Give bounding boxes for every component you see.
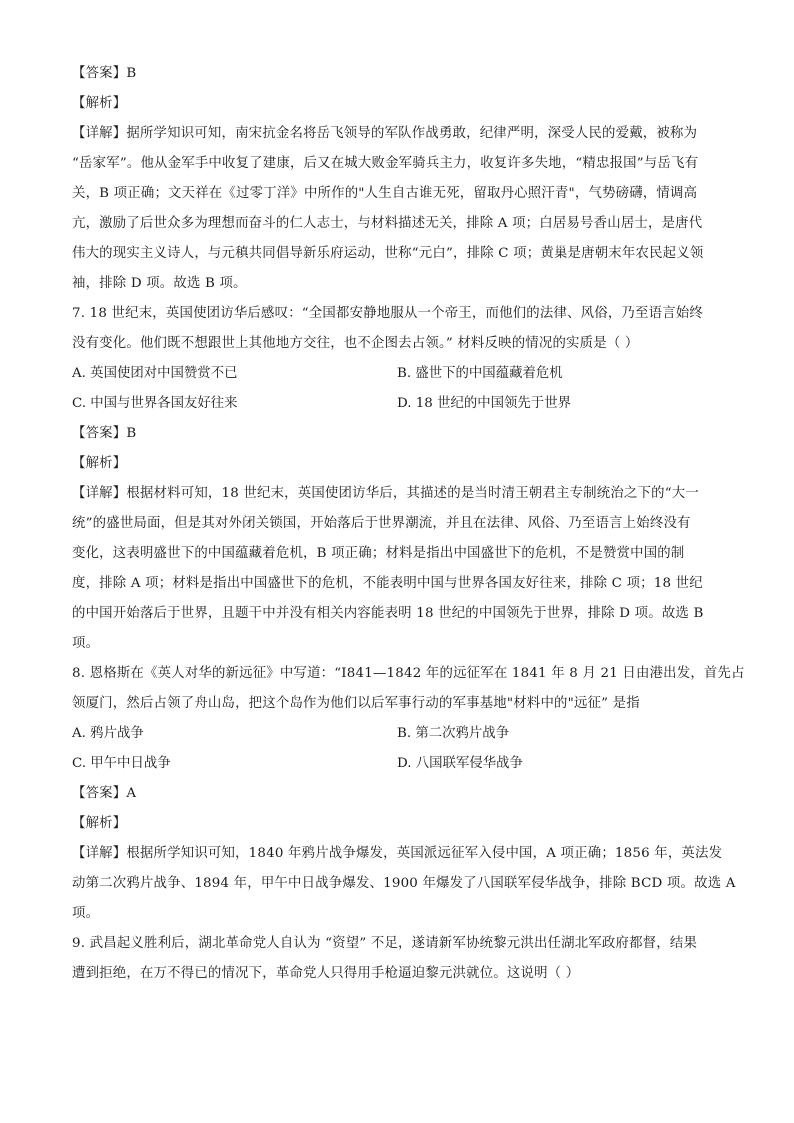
option-d: D. 八国联军侵华战争 [397, 756, 523, 771]
detail-line: 【详解】根据材料可知，18 世纪末，英国使团访华后，其描述的是当时清王朝君主专制统治之下的“大一 [72, 486, 699, 501]
detail-line: 伟大的现实主义诗人，与元稹共同倡导新乐府运动，世称“元白”，排除 C 项；黄巢是唐朝末年农民起义领 [72, 246, 704, 261]
option-b: B. 第二次鸦片战争 [397, 726, 510, 741]
options-row [72, 362, 722, 386]
analysis-label: 【解析】 [72, 816, 127, 831]
q9-block [72, 932, 722, 986]
detail-line: 变化，这表明盛世下的中国蕴藏着危机，B 项正确；材料是指出中国盛世下的危机，不是赞赏中国的制 [72, 546, 685, 561]
option-c: C. 中国与世界各国友好往来 [72, 396, 238, 411]
detail-line: 项。 [72, 906, 100, 921]
option-b: B. 盛世下的中国蕴藏着危机 [397, 366, 563, 381]
option-a: A. 英国使团对中国赞赏不已 [72, 366, 238, 381]
options-row [72, 722, 722, 746]
answer-label: 【答案】A [72, 786, 137, 801]
detail-line: 动第二次鸦片战争、1894 年，甲午中日战争爆发、1900 年爆发了八国联军侵华战争，排除 BCD 项。故选 A [72, 876, 736, 891]
question-stem: 8. 恩格斯在《英人对华的新远征》中写道：“I841—1842 年的远征军在 1841 年 8 月 21 日由港出发，首先占 [72, 666, 745, 681]
detail-line: 的中国开始落后于世界，且题干中并没有相关内容能表明 18 世纪的中国领先于世界，排除 D 项。故选 B [72, 606, 704, 621]
answer-label: 【答案】B [72, 426, 137, 441]
option-a: A. 鸦片战争 [72, 726, 144, 741]
question-stem: 7. 18 世纪末，英国使团访华后感叹：“全国都安静地服从一个帝王，而他们的法律、风俗，乃至语言始终 [72, 306, 703, 321]
analysis-label: 【解析】 [72, 96, 127, 111]
question-stem: 9. 武昌起义胜利后，湖北革命党人自认为 “资望” 不足，遂请新军协统黎元洪出任湖北军政府都督，结果 [72, 936, 698, 951]
q6-block [72, 62, 722, 296]
question-stem: 领厦门，然后占领了舟山岛，把这个岛作为他们以后军事行动的军事基地"材料中的"远征” 是指 [72, 696, 640, 711]
detail-line: “岳家军”。他从金军手中收复了建康，后又在城大败金军骑兵主力，收复许多失地，“精忠报国”与岳飞有 [72, 156, 699, 171]
option-d: D. 18 世纪的中国领先于世界 [397, 396, 571, 411]
q8-block [72, 662, 745, 926]
analysis-label: 【解析】 [72, 456, 127, 471]
question-stem: 没有变化。他们既不想跟世上其他地方交往，也不企图去占领。” 材料反映的情况的实质是（ ） [72, 336, 639, 351]
detail-line: 关，B 项正确；文天祥在《过零丁洋》中所作的"人生自古谁无死，留取丹心照汗青"，气势磅礴，情调高 [72, 186, 698, 201]
q7-block [72, 302, 722, 656]
document-page [72, 62, 745, 986]
options-row [72, 392, 722, 416]
detail-line: 袖，排除 D 项。故选 B 项。 [72, 276, 247, 291]
detail-line: 统”的盛世局面，但是其对外闭关锁国，开始落后于世界潮流，并且在法律、风俗、乃至语言上始终没有 [72, 516, 691, 531]
detail-line: 【详解】根据所学知识可知，1840 年鸦片战争爆发，英国派远征军入侵中国，A 项正确；1856 年，英法发 [72, 846, 723, 861]
question-stem: 遭到拒绝，在万不得已的情况下，革命党人只得用手枪逼迫黎元洪就位。这说明（ ） [72, 966, 580, 981]
answer-label: 【答案】B [72, 66, 137, 81]
detail-line: 【详解】据所学知识可知，南宋抗金名将岳飞领导的军队作战勇敢，纪律严明，深受人民的爱戴，被称为 [72, 126, 698, 141]
detail-line: 度，排除 A 项；材料是指出中国盛世下的危机，不能表明中国与世界各国友好往来，排除 C 项；18 世纪 [72, 576, 703, 591]
detail-line: 亢，激励了后世众多为理想而奋斗的仁人志士，与材料描述无关，排除 A 项；白居易号香山居士，是唐代 [72, 216, 703, 231]
detail-line: 项。 [72, 636, 100, 651]
options-row [72, 752, 722, 776]
option-c: C. 甲午中日战争 [72, 756, 171, 771]
